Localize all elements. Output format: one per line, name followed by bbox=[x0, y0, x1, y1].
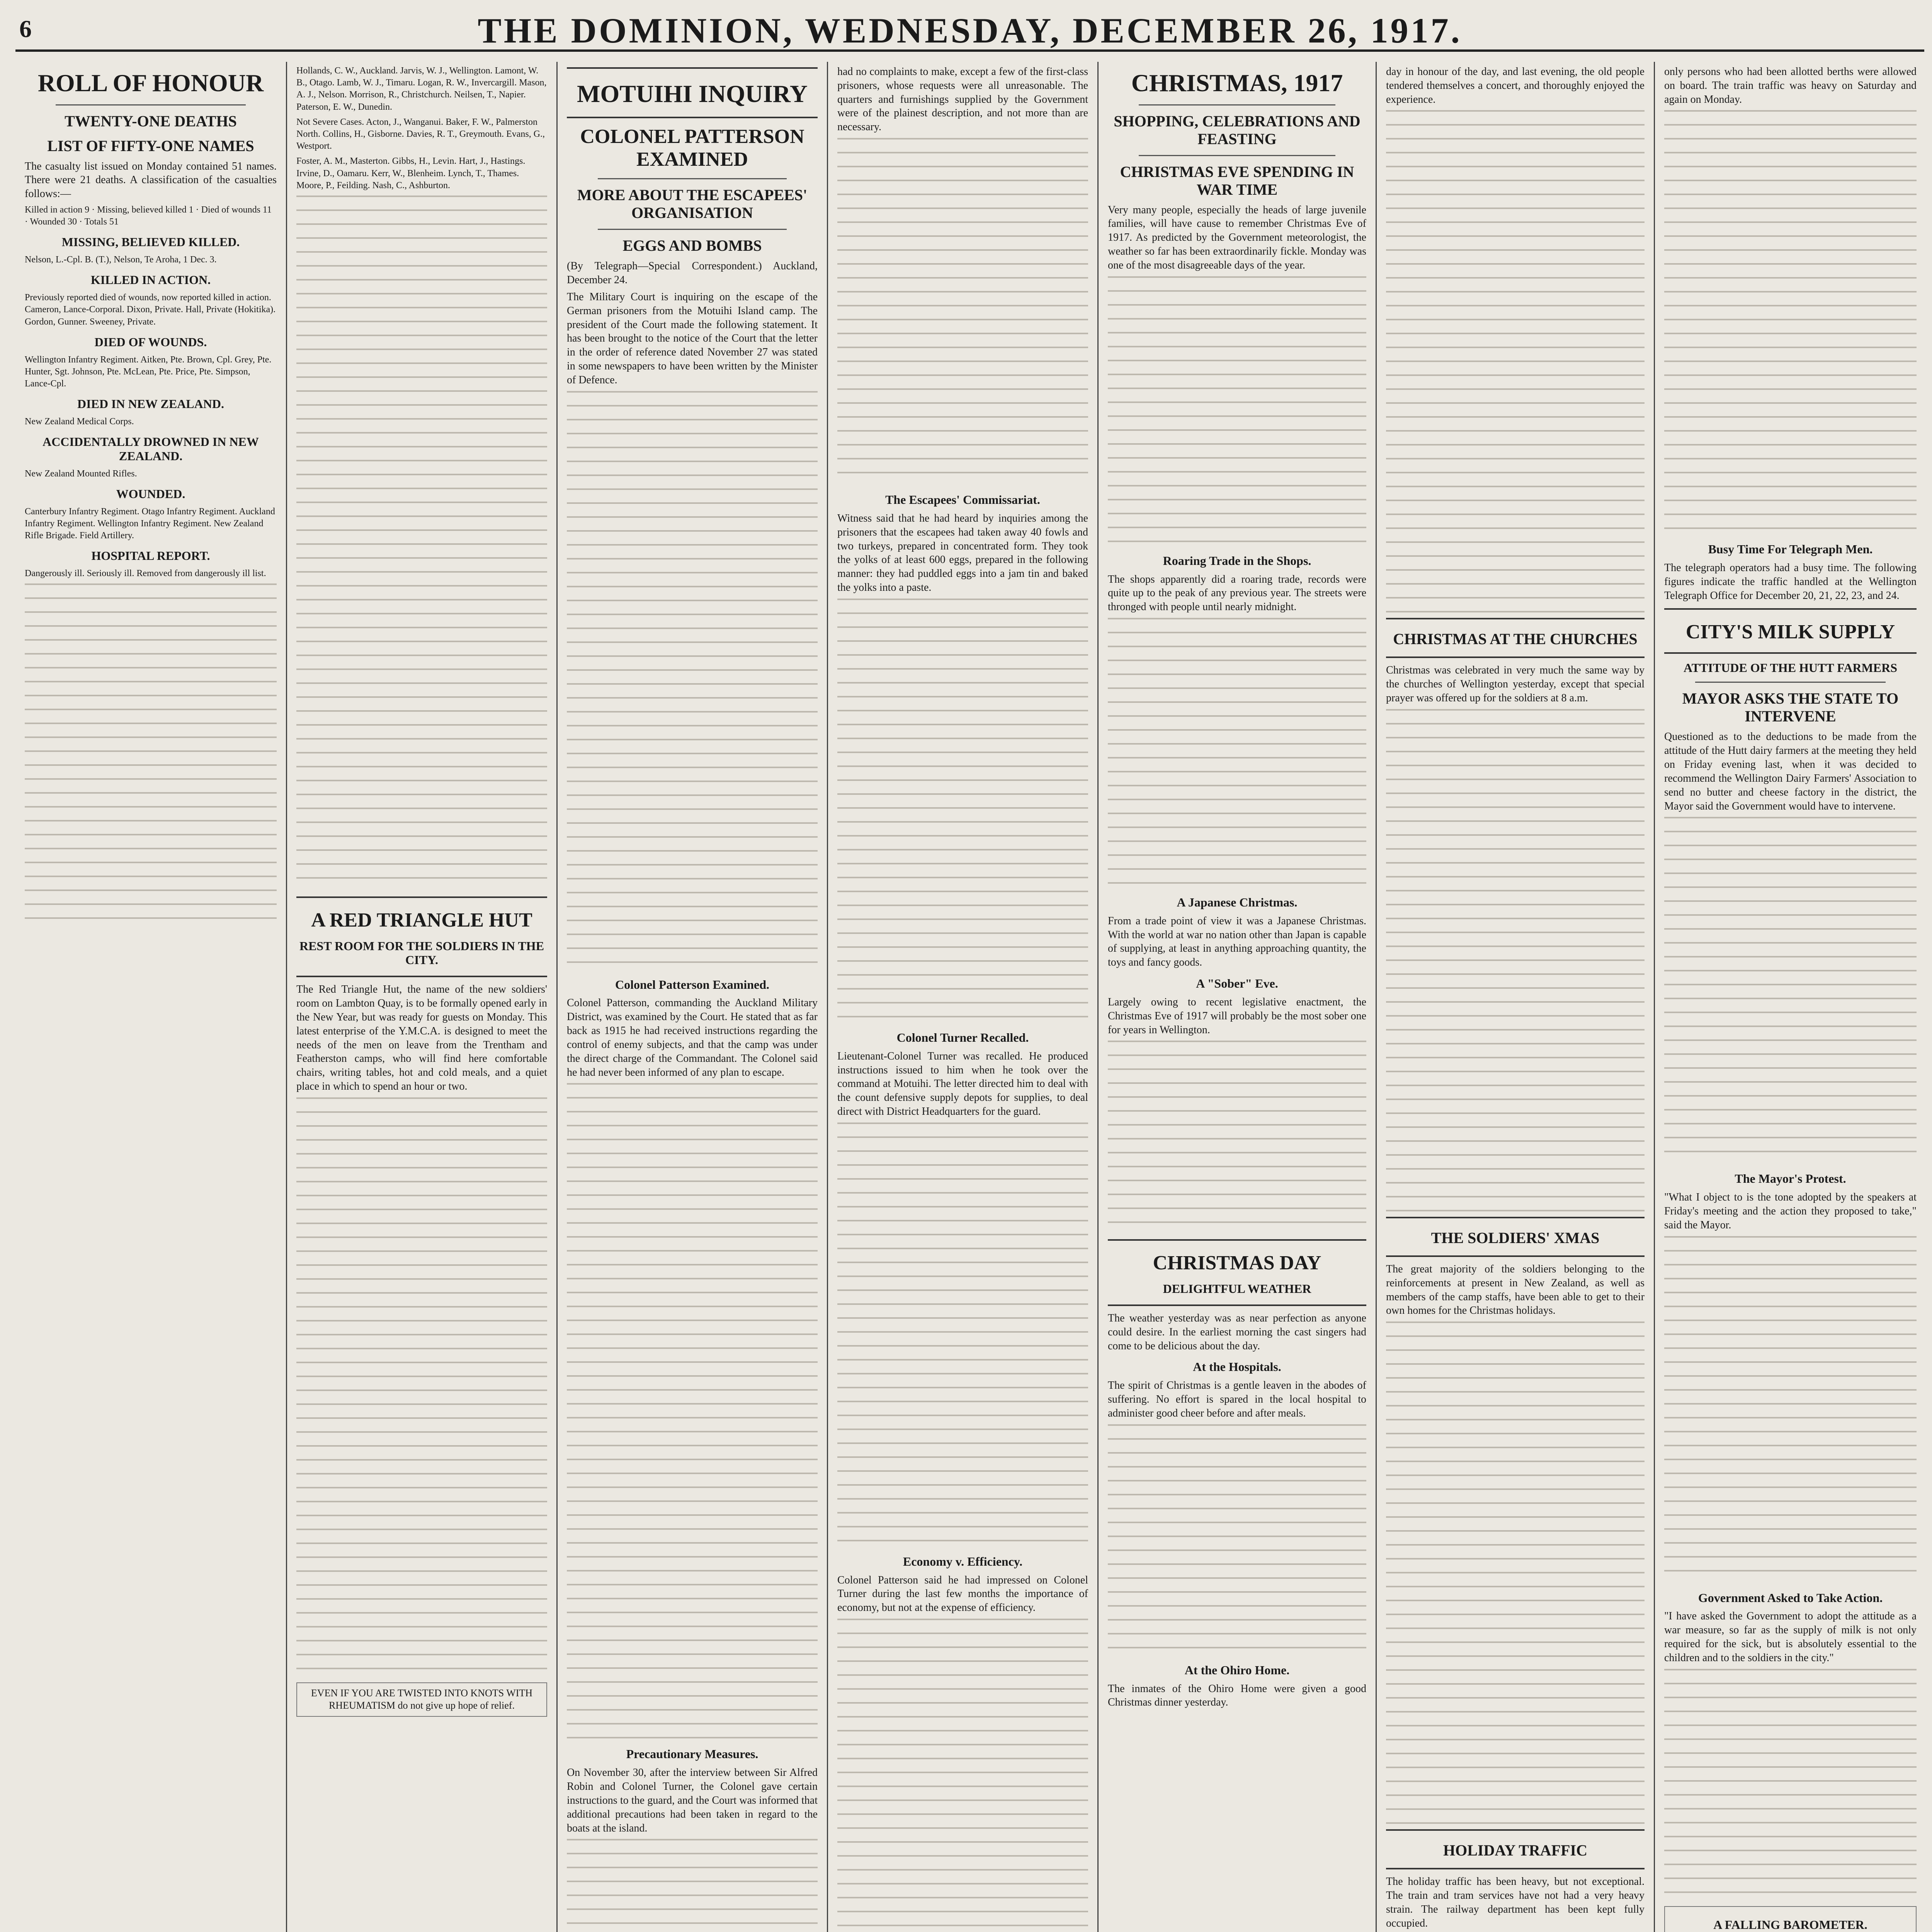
article-body: Very many people, especially the heads of large juvenile families, will have cause to remember Christmas Eve of 1917. As predicted by the Government meteorologist, the weather so far has been extraordinarily fickle. Monday was one of the most disagreeable days of the year. bbox=[1108, 204, 1366, 271]
subhead-hutt-farmers: ATTITUDE OF THE HUTT FARMERS bbox=[1684, 660, 1897, 675]
section-text: New Zealand Medical Corps. bbox=[25, 416, 134, 427]
article-body: The inmates of the Ohiro Home were given a good Christmas dinner yesterday. bbox=[1108, 1682, 1366, 1709]
subhead: Colonel Turner Recalled. bbox=[896, 1030, 1029, 1044]
article-body: Christmas was celebrated in very much the same way by the churches of Wellington yesterday, except that special prayer was offered up for the soldiers at 8 a.m. bbox=[1386, 664, 1645, 704]
ad-heading: A FALLING BAROMETER. bbox=[1713, 1917, 1867, 1932]
advertisement-rheumatism: EVEN IF YOU ARE TWISTED INTO KNOTS WITH RHEUMATISM do not give up hope of relief. bbox=[296, 1682, 547, 1717]
small-print-text bbox=[567, 1083, 818, 1740]
subhead-mayor: MAYOR ASKS THE STATE TO INTERVENE bbox=[1682, 690, 1899, 725]
section-title: KILLED IN ACTION. bbox=[90, 273, 211, 287]
subhead: Precautionary Measures. bbox=[626, 1747, 759, 1761]
small-print-text bbox=[837, 1619, 1088, 1932]
subhead-eggs-bombs: EGGS AND BOMBS bbox=[622, 237, 762, 255]
divider bbox=[1139, 155, 1335, 156]
casualty-list: Hollands, C. W., Auckland. Jarvis, W. J., Wellington. Lamont, W. B., Otago. Lamb, W. J., Timaru. Logan, R. W., Invercargill. Mason, A. J., Nelson. Morrison, R., Christchurch. Neilsen, T., Napier. Paterson, E. W., Dunedin. bbox=[296, 66, 547, 112]
subhead: Busy Time For Telegraph Men. bbox=[1708, 542, 1873, 556]
column-churches-soldiers bbox=[1376, 62, 1654, 1932]
article-body: The Military Court is inquiring on the escape of the German prisoners from the Motuihi Island camp. The president of the Court made the following statement. It has been brought to the notice of the Court that the letter in the order of reference dated November 27 was stated in some newspapers to have been written by the Minister of Defence. bbox=[567, 291, 818, 386]
column-inquiry-continued bbox=[827, 62, 1097, 1932]
divider bbox=[598, 229, 787, 230]
traffic-box bbox=[1386, 1829, 1645, 1869]
divider bbox=[56, 104, 246, 105]
headline-red-triangle: A RED TRIANGLE HUT bbox=[311, 909, 532, 931]
casualty-list: Not Severe Cases. Acton, J., Wanganui. Baker, F. W., Palmerston North. Collins, H., Gisborne. Davies, R. T., Greymouth. Evans, G., Westport. bbox=[296, 117, 545, 151]
column-milk-supply bbox=[1654, 62, 1926, 1932]
section-text: Previously reported died of wounds, now reported killed in action. Cameron, Lance-Corporal. Dixon, Private. Hall, Private (Hokitika). Gordon, Gunner. Sweeney, Private. bbox=[25, 293, 276, 327]
column-roll-of-honour bbox=[15, 62, 286, 1932]
subhead: The Mayor's Protest. bbox=[1735, 1172, 1846, 1186]
small-print-text bbox=[1108, 618, 1366, 888]
divider bbox=[1139, 104, 1335, 105]
churches-box bbox=[1386, 618, 1645, 658]
subhead: The Escapees' Commissariat. bbox=[885, 493, 1040, 507]
article-body: "What I object to is the tone adopted by the speakers at Friday's meeting and the action they proposed to take," said the Mayor. bbox=[1664, 1191, 1917, 1231]
subhead-deaths: TWENTY-ONE DEATHS bbox=[65, 112, 237, 130]
casualty-summary: Killed in action 9 · Missing, believed killed 1 · Died of wounds 11 · Wounded 30 · Totals 51 bbox=[25, 205, 272, 227]
section-title: HOSPITAL REPORT. bbox=[91, 549, 210, 563]
subhead: A "Sober" Eve. bbox=[1196, 976, 1278, 991]
section-title: WOUNDED. bbox=[116, 486, 185, 501]
small-print-text bbox=[1108, 276, 1366, 547]
article-body: Colonel Patterson, commanding the Auckland Military District, was examined by the Court. He stated that as far back as 1915 he had received instructions regarding the control of enemy subjects, and that the camp was under the direct charge of the Commandant. The Colonel said he had never been informed of any plan to escape. bbox=[567, 997, 818, 1078]
milk-headline-box bbox=[1664, 608, 1917, 654]
soldiers-box bbox=[1386, 1217, 1645, 1257]
column-motuihi-inquiry bbox=[556, 62, 827, 1932]
article-body: "I have asked the Government to adopt the attitude as a war measure, so far as the supply of milk is not only required for the sick, but is absolutely essential to the children and to the soldiers in the city." bbox=[1664, 1610, 1917, 1664]
subhead: Government Asked to Take Action. bbox=[1698, 1590, 1883, 1605]
section-title: ACCIDENTALLY DROWNED IN NEW ZEALAND. bbox=[43, 435, 259, 463]
subhead-names: LIST OF FIFTY-ONE NAMES bbox=[47, 137, 254, 155]
small-print-text bbox=[837, 599, 1088, 1024]
article-body: day in honour of the day, and last evening, the old people tendered themselves a concert, and thoroughly enjoyed the experience. bbox=[1386, 66, 1645, 105]
headline-milk-supply: CITY'S MILK SUPPLY bbox=[1685, 621, 1895, 643]
red-triangle-article bbox=[296, 896, 547, 977]
small-print-text bbox=[296, 1097, 547, 1677]
subhead-weather: DELIGHTFUL WEATHER bbox=[1163, 1282, 1311, 1296]
section-title: DIED IN NEW ZEALAND. bbox=[77, 397, 224, 411]
dateline: (By Telegraph—Special Correspondent.) Auckland, December 24. bbox=[567, 260, 818, 286]
article-body: had no complaints to make, except a few of the first-class prisoners, whose requests were all unreasonable. The quarters and furnishings supplied by the Government were of the plainest description, and not more than are necessary. bbox=[837, 66, 1088, 133]
article-body: From a trade point of view it was a Japanese Christmas. With the world at war no nation other than Japan is capable of supplying, at least in anything approaching quantity, the toys and fancy goods. bbox=[1108, 915, 1366, 969]
article-body: The shops apparently did a roaring trade, records were quite up to the peak of any previous year. The streets were thronged with people until nearly midnight. bbox=[1108, 573, 1366, 613]
small-print-text bbox=[296, 196, 547, 891]
subhead: At the Hospitals. bbox=[1193, 1360, 1281, 1374]
headline-churches: CHRISTMAS AT THE CHURCHES bbox=[1393, 630, 1638, 648]
subhead: Economy v. Efficiency. bbox=[903, 1554, 1023, 1568]
subhead-shopping: SHOPPING, CELEBRATIONS AND FEASTING bbox=[1114, 112, 1361, 148]
subhead: At the Ohiro Home. bbox=[1184, 1663, 1290, 1677]
small-print-text bbox=[1386, 1321, 1645, 1824]
section-text: Dangerously ill. Seriously ill. Removed from dangerously ill list. bbox=[25, 568, 266, 579]
subhead-patterson: COLONEL PATTERSON EXAMINED bbox=[580, 125, 804, 171]
article-body: The spirit of Christmas is a gentle leaven in the abodes of suffering. No effort is spared in the local hospital to administer good cheer before and after meals. bbox=[1108, 1379, 1366, 1419]
section-text: New Zealand Mounted Rifles. bbox=[25, 468, 137, 479]
headline-soldiers-xmas: THE SOLDIERS' XMAS bbox=[1431, 1229, 1600, 1247]
section-text: Canterbury Infantry Regiment. Otago Infantry Regiment. Auckland Infantry Regiment. Wellington Infantry Regiment. New Zealand Rifle Brigade. Field Artillery. bbox=[25, 506, 275, 541]
headline-roll-of-honour: ROLL OF HONOUR bbox=[37, 69, 264, 97]
article-body: Largely owing to recent legislative enactment, the Christmas Eve of 1917 will probably be the most sober one for years in Wellington. bbox=[1108, 996, 1366, 1036]
column-christmas bbox=[1097, 62, 1376, 1932]
article-body: Colonel Patterson said he had impressed on Colonel Turner during the last few months the importance of economy, but not at the expense of efficiency. bbox=[837, 1574, 1088, 1614]
column-lists-and-hut bbox=[286, 62, 556, 1932]
headline-motuihi-inquiry: MOTUIHI INQUIRY bbox=[577, 80, 808, 107]
newspaper-title: THE DOMINION, WEDNESDAY, DECEMBER 26, 1917. bbox=[478, 11, 1462, 50]
page-number: 6 bbox=[19, 15, 32, 43]
subhead-escapees: MORE ABOUT THE ESCAPEES' ORGANISATION bbox=[577, 186, 808, 222]
small-print-text bbox=[567, 391, 818, 971]
article-body: only persons who had been allotted berths were allowed on board. The train traffic was heavy on Saturday and again on Monday. bbox=[1664, 66, 1917, 105]
headline-christmas: CHRISTMAS, 1917 bbox=[1131, 69, 1343, 97]
small-print-text bbox=[1108, 1041, 1366, 1234]
small-print-text bbox=[1664, 1236, 1917, 1584]
red-triangle-body: The Red Triangle Hut, the name of the new soldiers' room on Lambton Quay, is to be formally opened early in the New Year, but was ready for guests on Monday. This latest enterprise of the Y.M.C.A. is designed to meet the needs of the men on leave from the Trentham and Featherston camps, who will find here comfortable chairs, writing tables, hot and cold meals, and a quiet place in which to spend an hour or two. bbox=[296, 983, 547, 1093]
subhead: A Japanese Christmas. bbox=[1177, 895, 1298, 910]
headline-holiday-traffic: HOLIDAY TRAFFIC bbox=[1443, 1842, 1588, 1859]
headline-christmas-day: CHRISTMAS DAY bbox=[1153, 1252, 1321, 1274]
section-title: DIED OF WOUNDS. bbox=[94, 335, 207, 349]
small-print-text bbox=[1664, 110, 1917, 535]
motuihi-headline-box bbox=[567, 67, 818, 118]
small-print-text bbox=[1386, 110, 1645, 612]
article-body: Witness said that he had heard by inquiries among the prisoners that the escapees had taken away 40 fowls and two turkeys, prepared in concentrated form. They took the yolks of at least 600 eggs, prepared in the following manner: they had puddled eggs into a jam tin and baked the yolks into a paste. bbox=[837, 512, 1088, 594]
small-print-text bbox=[25, 583, 277, 931]
section-title: MISSING, BELIEVED KILLED. bbox=[61, 235, 240, 249]
subhead: Colonel Patterson Examined. bbox=[615, 977, 770, 992]
subhead-rest-room: REST ROOM FOR THE SOLDIERS IN THE CITY. bbox=[299, 939, 544, 967]
masthead bbox=[15, 7, 1924, 52]
small-print-text bbox=[1108, 1424, 1366, 1656]
small-print-text bbox=[837, 138, 1088, 486]
small-print-text bbox=[837, 1122, 1088, 1548]
article-body: The telegraph operators had a busy time. The following figures indicate the traffic handled at the Wellington Telegraph Office for December 20, 21, 22, 23, and 24. bbox=[1664, 562, 1917, 602]
section-text: Nelson, L.-Cpl. B. (T.), Nelson, Te Aroha, 1 Dec. 3. bbox=[25, 255, 217, 265]
small-print-text bbox=[1386, 709, 1645, 1211]
article-body: On November 30, after the interview between Sir Alfred Robin and Colonel Turner, the Colonel gave certain instructions to the guard, and the Court was informed that additional precautions had been taken in regard to the boats at the island. bbox=[567, 1767, 818, 1834]
christmas-day-box bbox=[1108, 1239, 1366, 1306]
subhead: Roaring Trade in the Shops. bbox=[1163, 553, 1311, 568]
article-body: The great majority of the soldiers belonging to the reinforcements at present in New Zealand, as well as members of the camp staffs, have been able to get to their own homes for the Christmas holidays. bbox=[1386, 1263, 1645, 1317]
article-body: Lieutenant-Colonel Turner was recalled. He produced instructions issued to him when he took over the command at Motuihi. The letter directed him to deal with the count defensive supply depots for supplies, to deal direct with District Headquarters for the guard. bbox=[837, 1050, 1088, 1118]
intro-paragraph: The casualty list issued on Monday contained 51 names. There were 21 deaths. A classification of the casualties follows:— bbox=[25, 160, 277, 200]
divider bbox=[598, 178, 787, 179]
article-body: The weather yesterday was as near perfection as anyone could desire. In the earliest morning the cast singers had come to be delicious about the day. bbox=[1108, 1312, 1366, 1352]
divider bbox=[1695, 682, 1886, 683]
article-body: The holiday traffic has been heavy, but not exceptional. The train and tram services have not had a very heavy strain. The railway department has been kept fully occupied. bbox=[1386, 1876, 1645, 1929]
article-body: Questioned as to the deductions to be made from the attitude of the Hutt dairy farmers at the meeting they held on Friday evening last, when it was decided to recommend the Wellington Dairy Farmers' Association to send no butter and cheese factory in the district, the Mayor said the Government would have to intervene. bbox=[1664, 731, 1917, 812]
small-print-text bbox=[1664, 1669, 1917, 1901]
advertisement-barometer bbox=[1664, 1906, 1917, 1932]
subhead-christmas-eve: CHRISTMAS EVE SPENDING IN WAR TIME bbox=[1120, 163, 1354, 198]
casualty-list: Foster, A. M., Masterton. Gibbs, H., Levin. Hart, J., Hastings. Irvine, D., Oamaru. Kerr, W., Blenheim. Lynch, T., Thames. Moore, P., Feilding. Nash, C., Ashburton. bbox=[296, 156, 526, 190]
section-text: Wellington Infantry Regiment. Aitken, Pte. Brown, Cpl. Grey, Pte. Hunter, Sgt. Johnson, Pte. McLean, Pte. Price, Pte. Simpson, Lance-Cpl. bbox=[25, 354, 272, 389]
small-print-text bbox=[1664, 817, 1917, 1165]
small-print-text bbox=[567, 1839, 818, 1932]
